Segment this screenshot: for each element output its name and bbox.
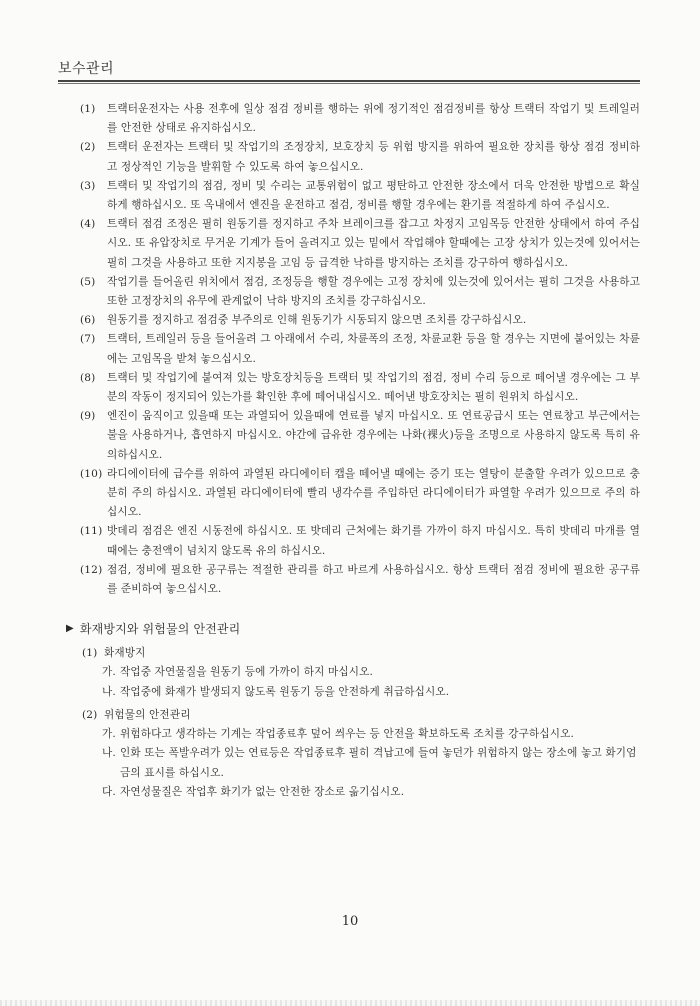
list-item (80, 311, 640, 330)
section-title: 화재방지와 위험물의 안전관리 (79, 622, 241, 637)
subsection-number: (2) (82, 708, 98, 721)
subsection-number: (1) (82, 647, 98, 660)
subsection-item (102, 744, 640, 782)
item-text: 밧데리 점검은 엔진 시동전에 하십시오. 또 밧데리 근처에는 화기를 가까이 하지 마십시오. 특히 밧데리 마개를 열때에는 충전액이 넘치지 않도록 유의 하십시오. (107, 525, 640, 557)
subsection-list (80, 644, 640, 802)
subsection-item-text: 작업중 자연물질을 원동기 등에 가까이 하지 마십시오. (120, 666, 374, 679)
item-number: (2) (80, 141, 96, 154)
item-text: 트랙터, 트레일러 등을 들어올려 그 아래에서 수리, 차륜폭의 조정, 차륜교환 등을 할 경우는 지면에 붙어있는 차륜에는 고임목을 받쳐 놓으십시오. (107, 333, 640, 365)
item-number: (1) (80, 103, 96, 115)
list-item (80, 369, 640, 407)
list-item (80, 215, 640, 273)
subsection-item-number: 가. (102, 728, 116, 741)
page-content (66, 100, 640, 802)
item-text: 트랙터 및 작업기에 붙여져 있는 방호장치등을 트랙터 및 작업기의 점검, 정비 수리 등으로 떼어낼 경우에는 그 부분의 작동이 정지되어 있는가를 확인한 후에 떼어내십시오. 떼어낸 방호장치는 필히 원위치 하십시오. (107, 371, 640, 404)
subsection-item-number: 나. (102, 747, 116, 760)
header-rule-thin (58, 83, 640, 84)
subsection-item (102, 783, 640, 802)
subsection-item-text: 위험하다고 생각하는 기계는 작업종료후 덮어 씌우는 등 안전을 확보하도록 조치를 강구하십시오. (120, 728, 575, 741)
item-text: 작업기를 들어올린 위치에서 점검, 조정등을 행할 경우에는 고정 장치에 있는것에 있어서는 필히 그것을 사용하고 또한 고정장치의 유무에 관계없이 낙하 방지의 조치를 강구하십시오. (107, 275, 640, 308)
section-heading (66, 618, 640, 640)
list-item (80, 273, 640, 311)
subsection-item-text: 인화 또는 폭발우려가 있는 연료등은 작업종료후 필히 격납고에 들여 놓던가 위험하지 않는 장소에 놓고 화기엄금의 표시를 하십시오. (120, 747, 637, 779)
item-text: 트랙터 운전자는 트랙터 및 작업기의 조정장치, 보호장치 등 위험 방지를 위하여 필요한 장치를 항상 점검 정비하고 정상적인 기능을 발휘할 수 있도록 하여 놓으십시오. (107, 141, 640, 173)
subsection-title: 화재방지 (104, 647, 146, 660)
subsection-item (102, 663, 640, 682)
item-number: (9) (80, 410, 96, 423)
subsection-item-text: 자연성물질은 작업후 화기가 없는 안전한 장소로 옮기십시오. (120, 785, 405, 798)
item-text: 트랙터 점검 조정은 필히 원동기를 정지하고 주차 브레이크를 잡그고 차정지 고임목등 안전한 상태에서 하여 주십시오. 또 유압장치로 무거운 기계가 들어 올려지고 있는 밑에서 작업해야 할때에는 고장 상치가 있는것에 있어서는 필히 그것을 사용하고 또한 지지봉을 고임 등 급격한 낙하를 방지하는 조치를 강구하여 행하십시오. (107, 218, 640, 269)
subsection-item-number: 다. (102, 785, 116, 798)
triangle-marker-icon: ▶ (66, 623, 74, 635)
maintenance-list (80, 100, 640, 599)
subsection-item-number: 가. (102, 666, 116, 679)
item-number: (5) (80, 275, 96, 288)
item-number: (4) (80, 218, 96, 231)
item-text: 엔진이 움직이고 있을때 또는 과열되어 있을때에 연료를 넣지 마십시오. 또 연료공급시 또는 연료창고 부근에서는 불을 사용하거나, 흡연하지 마십시오. 야간에 급유한 경우에는 나화(裸火)등을 조명으로 사용하지 않도록 특히 유의하십시오. (107, 410, 640, 461)
list-item (80, 177, 640, 215)
subsection-item (102, 683, 640, 702)
subsection-item-number: 나. (102, 685, 116, 698)
item-text: 원동기를 정지하고 점검중 부주의로 인해 원동기가 시동되지 않으면 조치를 강구하십시오. (107, 314, 527, 327)
subsection-heading (82, 706, 640, 725)
item-number: (12) (80, 563, 103, 576)
list-item (80, 522, 640, 560)
item-number: (11) (80, 525, 103, 538)
subsection-item (102, 725, 640, 744)
subsection-title: 위험물의 안전관리 (104, 708, 191, 721)
subsection-item-text: 작업중에 화재가 발생되지 않도록 원동기 등을 안전하게 취급하십시오. (120, 685, 450, 698)
page-number: 10 (341, 914, 359, 929)
scan-edge (0, 1000, 700, 1006)
item-number: (6) (80, 314, 96, 327)
item-number: (7) (80, 333, 96, 346)
item-text: 트랙터운전자는 사용 전후에 일상 점검 정비를 행하는 위에 정기적인 점검정비를 항상 트랙터 작업기 및 트레일러를 안전한 상태로 유지하십시오. (107, 103, 640, 135)
list-item (80, 100, 640, 138)
list-item (80, 330, 640, 368)
item-text: 라디에이터에 급수를 위하여 과열된 라디에이터 캡을 떼어낼 때에는 증기 또는 열탕이 분출할 우려가 있으므로 충분히 주의 하십시오. 과열된 라디에이터에 빨리 냉각수를 주입하던 라디에이터가 파열할 우려가 있으므로 주의 하십시오. (107, 467, 640, 519)
item-text: 트랙터 및 작업기의 점검, 정비 및 수리는 교통위험이 없고 평탄하고 안전한 장소에서 더욱 안전한 방법으로 확실하게 행하십시오. 또 옥내에서 엔진을 운전하고 점검, 정비를 행할 경우에는 환기를 적절하게 하여 주십시오. (107, 179, 640, 212)
item-number: (10) (80, 467, 103, 480)
list-item (80, 407, 640, 465)
subsection-heading (82, 644, 640, 663)
item-text: 점검, 정비에 필요한 공구류는 적절한 관리를 하고 바르게 사용하십시오. 항상 트랙터 점검 정비에 필요한 공구류를 준비하여 놓으십시오. (107, 563, 640, 596)
list-item (80, 465, 640, 523)
item-number: (3) (80, 179, 96, 192)
list-item (80, 138, 640, 176)
header-rule (58, 80, 640, 82)
item-number: (8) (80, 371, 96, 384)
page-header-title: 보수관리 (58, 61, 115, 77)
list-item (80, 561, 640, 599)
